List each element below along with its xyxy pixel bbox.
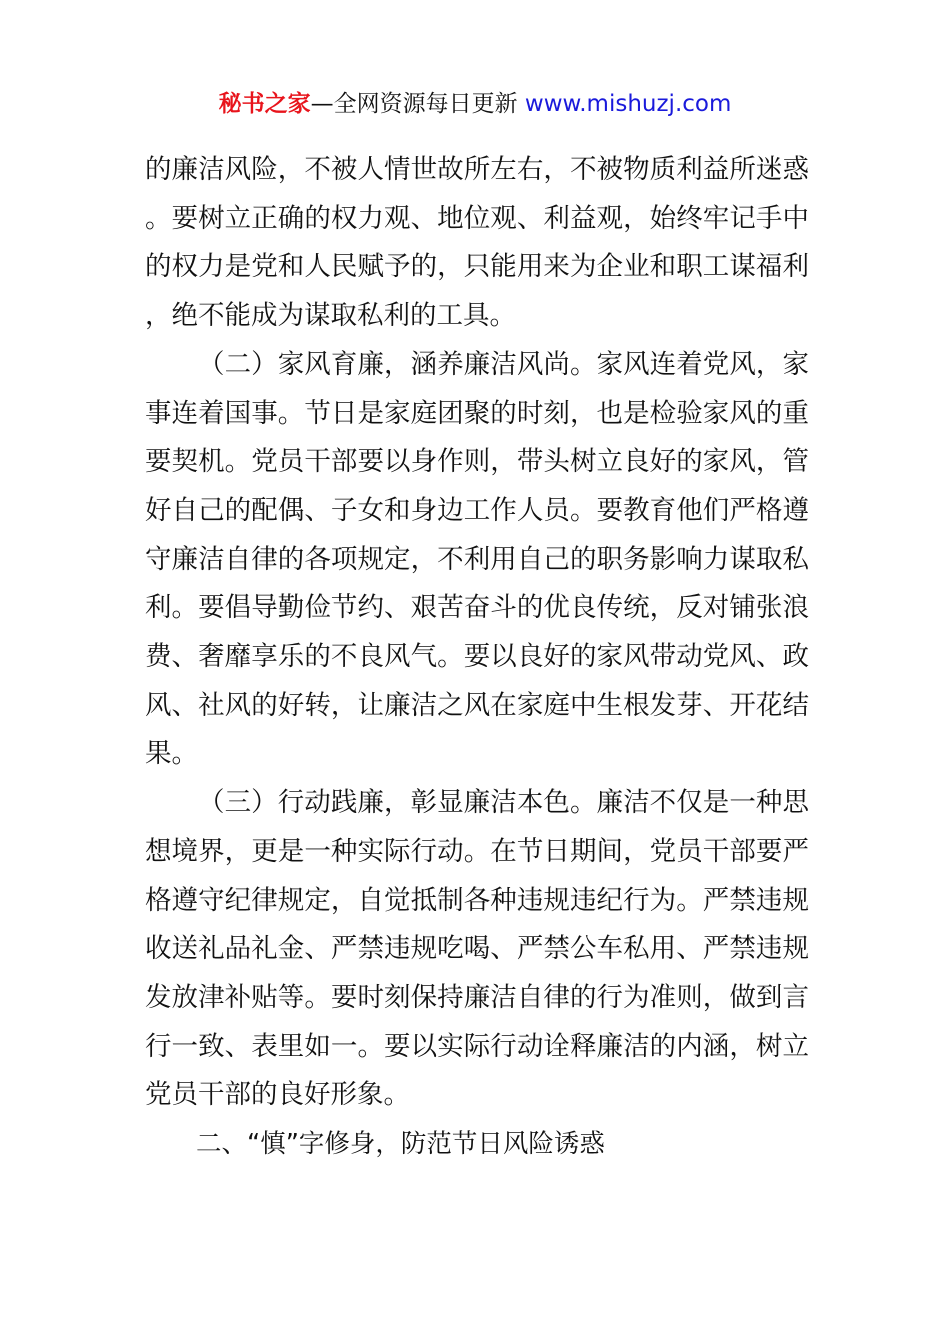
paragraph-action-integrity: （三）行动践廉，彰显廉洁本色。廉洁不仅是一种思想境界，更是一种实际行动。在节日期间，党员干部要严格遵守纪律规定，自觉抵制各种违规违纪行为。严禁违规收送礼品礼金、严禁违规吃喝、严禁公车私用、严禁违规发放津补贴等。要时刻保持廉洁自律的行为准则，做到言行一致、表里如一。要以实际行动诠释廉洁的内涵，树立党员干部的良好形象。 bbox=[145, 787, 809, 1111]
section-heading: 二、“慎”字修身，防范节日风险诱惑 bbox=[196, 1129, 605, 1160]
header-site-link[interactable]: www.mishuzj.com bbox=[524, 91, 732, 117]
document-body bbox=[145, 146, 809, 1169]
paragraph-family-integrity: （二）家风育廉，涵养廉洁风尚。家风连着党风，家事连着国事。节日是家庭团聚的时刻，也是检验家风的重要契机。党员干部要以身作则，带头树立良好的家风，管好自己的配偶、子女和身边工作人员。要教育他们严格遵守廉洁自律的各项规定，不利用自己的职务影响力谋取私利。要倡导勤俭节约、艰苦奋斗的优良传统，反对铺张浪费、奢靡享乐的不良风气。要以良好的家风带动党风、政风、社风的好转，让廉洁之风在家庭中生根发芽、开花结果。 bbox=[145, 348, 809, 770]
page-header bbox=[0, 88, 950, 120]
header-brand: 秘书之家 bbox=[218, 91, 311, 117]
paragraph-continuation: 的廉洁风险，不被人情世故所左右，不被物质利益所迷惑。要树立正确的权力观、地位观、利益观，始终牢记手中的权力是党和人民赋予的，只能用来为企业和职工谋福利，绝不能成为谋取私利的工具。 bbox=[145, 154, 809, 332]
header-tagline: —全网资源每日更新 bbox=[310, 91, 525, 117]
